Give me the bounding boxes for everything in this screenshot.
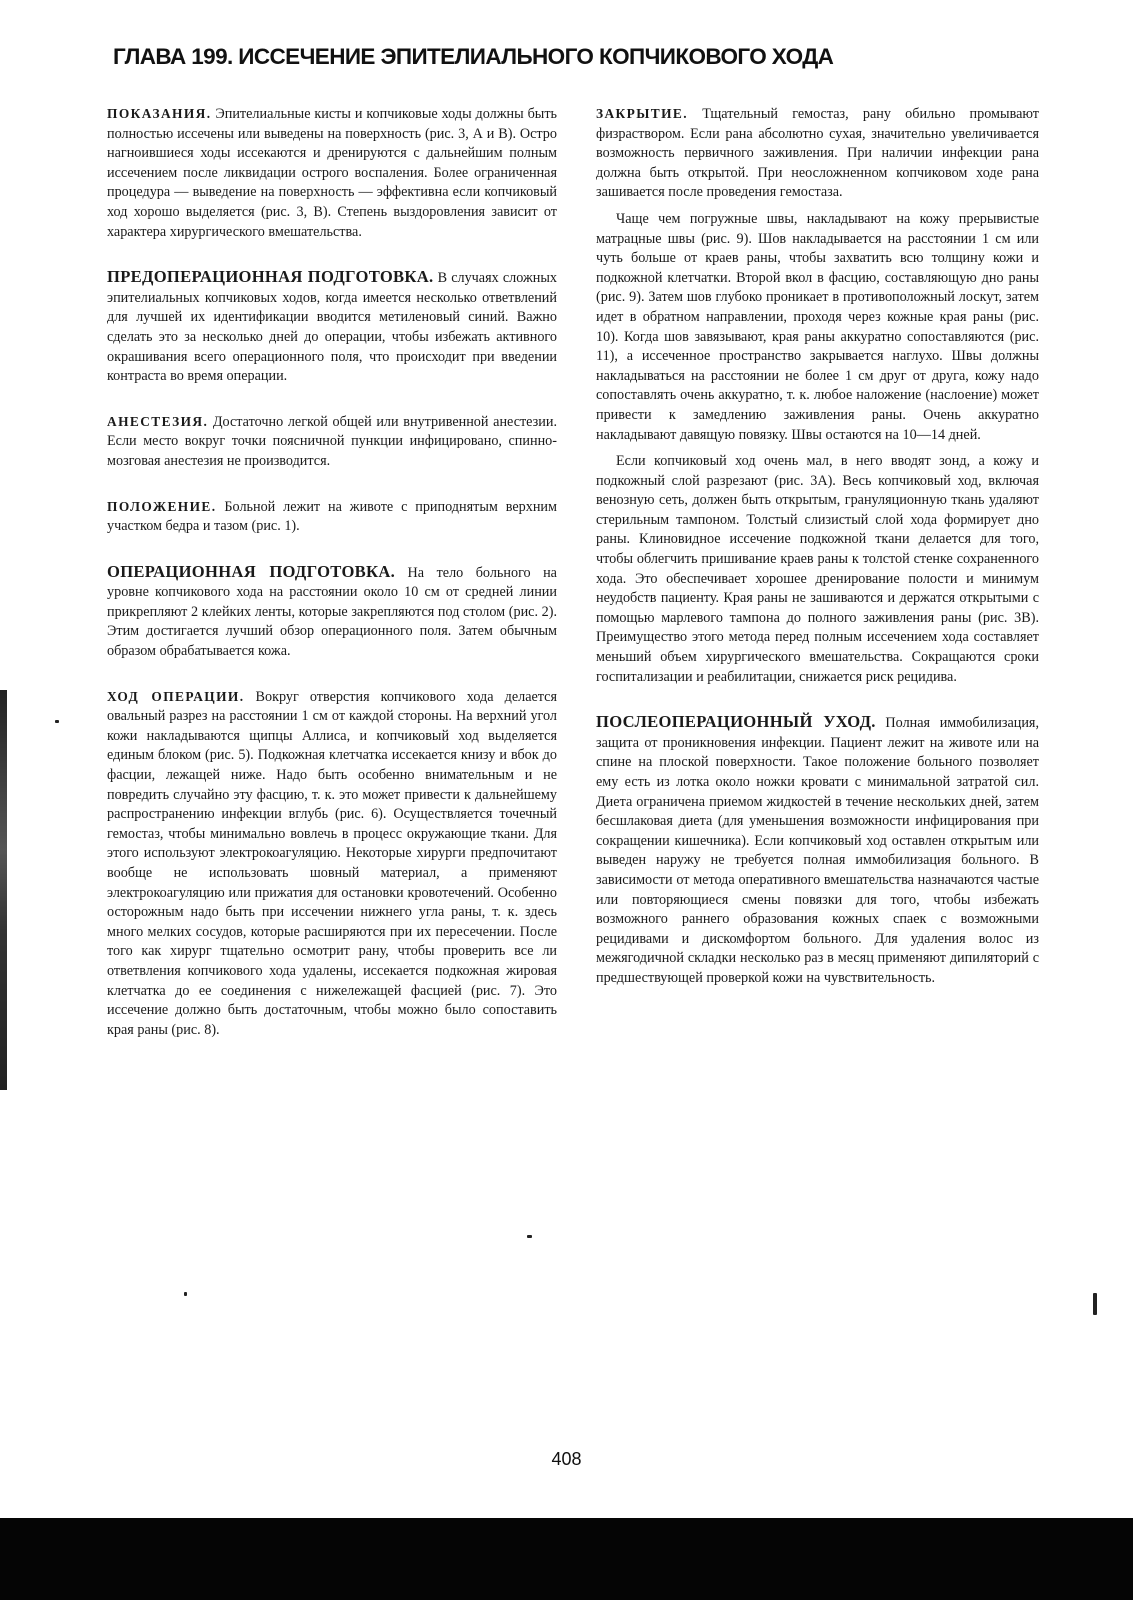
section-text: Эпителиальные кисты и копчиковые ходы должны быть полностью иссечены или выведены на поверхность (рис. 3, А и В). Остро нагноившиеся ходы иссекаются и дренируются с дальнейшим полным иссечением после ликвидации острого воспаления. Более ограниченная процедура — выведение на поверхность — эффективна если копчиковый ход хорошо выделяется (рис. 3, В). Степень выздоровления зависит от характера хирургического вмешательства. [107, 106, 557, 240]
section-heading: ПОКАЗАНИЯ. [107, 106, 212, 121]
paragraph-small-sinus: Если копчиковый ход очень мал, в него вводят зонд, а кожу и подкожный слой разрезают (рис. 3А). Весь копчиковый ход, включая венозную сеть, должен быть открытым, грануляционную ткань удаляют стерильным тампоном. Толстый слизистый слой хода формирует дно раны. Клиновидное иссечение подкожной ткани делается для того, чтобы облегчить пришивание краев раны к толстой стенке сохраненного хода. Это обеспечивает хорошее дренирование полости и минимум неудобств пациенту. Края раны не зашиваются и держатся открытыми с помощью марлевого тампона до полного заживления раны (рис. 3В). Преимущество этого метода перед полным иссечением хода составляет меньший объем хирургического вмешательства. Сокращаются сроки госпитализации и реабилитации, снижается риск рецидива. [596, 453, 1039, 685]
section-closure [596, 104, 1039, 203]
section-heading: ПОЛОЖЕНИЕ. [107, 498, 217, 514]
scan-speck [55, 720, 59, 723]
section-postop [596, 712, 1039, 988]
section-indications [107, 104, 557, 242]
page-number: 408 [551, 1449, 582, 1469]
section-op-prep [107, 562, 557, 662]
right-column [596, 104, 1039, 1002]
scan-speck [527, 1235, 532, 1238]
section-text: Полная иммобилизация, защита от проникновения инфекции. Пациент лежит на животе или на спине на плоской поверхности. Такое положение больного позволяет ему есть из лотка около ножки кровати с минимальной затратой сил. Диета ограничена приемом жидкостей в течение нескольких дней, затем бесшлаковая диета (для уменьшения возможности инфицирования при сокращении кишечника). Если копчиковый ход оставлен открытым или выведен наружу не требуется полная иммобилизация больного. В зависимости от метода оперативного вмешательства назначаются частые или повторяющиеся смены повязки для того, чтобы избежать возможного раннего образования кожных спаек с возможными рецидивами и дискомфортом больного. Для удаления волос из межягодичной складки несколько раз в месяц применяют дипиляторий с предшествующей проверкой кожи на чувствительность. [596, 715, 1040, 986]
section-text: Больной лежит на животе с приподнятым верхним участком бедра и тазом (рис. 1). [107, 498, 557, 535]
section-heading: ЗАКРЫТИЕ. [596, 106, 689, 121]
page-title: ГЛАВА 199. ИССЕЧЕНИЕ ЭПИТЕЛИАЛЬНОГО КОПЧИКОВОГО ХОДА [113, 44, 834, 69]
section-heading: АНЕСТЕЗИЯ. [107, 413, 209, 429]
section-position [107, 497, 557, 537]
section-heading: ХОД ОПЕРАЦИИ. [107, 688, 245, 704]
section-heading: ПОСЛЕОПЕРАЦИОННЫЙ УХОД. [596, 712, 876, 732]
scan-bottom-band [0, 1518, 1133, 1600]
section-anesthesia [107, 412, 557, 472]
section-text: Тщательный гемостаз, рану обильно промывают физраствором. Если рана абсолютно сухая, значительно увеличивается возможность первичного заживления. При наличии инфекции рана должна быть открытой. При неосложненном копчиковом ходе рана зашивается после проведения гемостаза. [596, 106, 1039, 201]
scan-speck [184, 1292, 187, 1296]
section-heading: ОПЕРАЦИОННАЯ ПОДГОТОВКА. [107, 561, 396, 581]
paragraph-sutures: Чаще чем погружные швы, накладывают на кожу прерывистые матрацные швы (рис. 9). Шов накладывается на расстоянии 1 см или чуть больше от краев раны, чтобы захватить всю толщину кожи и подкожной клетчатки. Второй вкол в фасцию, составляющую дно раны (рис. 9). Затем шов глубоко проникает в противоположный лоскут, затем идет в обратном направлении, проходя через кожные края раны (рис. 10). Когда шов завязывают, края раны аккуратно сопоставляются (рис. 11), а иссеченное пространство закрывается наглухо. Швы должны накладываться на расстоянии не более 1 см друг от друга, кожу надо сопоставлять очень аккуратно, т. к. любое наложение (наслоение) может привести к замедлению заживления раны. Очень аккуратно накладывают давящую повязку. Швы остаются на 10—14 дней. [596, 210, 1039, 443]
section-text: Вокруг отверстия копчикового хода делается овальный разрез на расстоянии 1 см от каждой стороны. На верхний угол кожи накладываются щипцы Аллиса, и копчиковый ход выделяется единым блоком (рис. 5). Подкожная клетчатка иссекается книзу и вбок до фасции, лежащей ниже. Надо быть особенно внимательным и не повредить случайно эту фасцию, т. к. это может привести к дальнейшему распространению инфекции вглубь (рис. 6). Осуществляется точечный гемостаз, чтобы минимально вовлечь в процесс окружающие ткани. Для этого используют электрокоагуляцию. Некоторые хирурги предпочитают вообще не использовать шовный материал, а применяют электрокоагуляцию или прижатия для остановки кровотечений. Особенно осторожным надо быть при иссечении нижнего угла раны, т. к. здесь много мелких сосудов, которые расширяются при их пересечении. После того как хирург тщательно осмотрит рану, чтобы проверить все ли ответвления копчикового хода удалены, иссекается подкожная жировая клетчатка до ее соединения с нижележащей фасцией (рис. 7). Это иссечение должно быть достаточным, чтобы можно было сопоставить края раны (рис. 8). [107, 688, 557, 1038]
section-text: Достаточно легкой общей или внутривенной анестезии. Если место вокруг точки поясничной пункции инфицировано, спинно-мозговая анестезия не производится. [107, 413, 557, 469]
section-preop [107, 267, 557, 387]
left-column [107, 104, 557, 1053]
section-procedure [107, 687, 557, 1041]
scan-speck [1093, 1293, 1097, 1315]
section-text: На тело больного на уровне копчикового хода на расстоянии около 10 см от средней линии прикрепляют 2 клейких ленты, которые закрепляются под столом (рис. 2). Этим достигается лучший обзор операционного поля. Затем обычным образом обрабатывается кожа. [107, 564, 557, 660]
scan-edge-mark [0, 690, 7, 1090]
section-heading: ПРЕДОПЕРАЦИОННАЯ ПОДГОТОВКА. [107, 267, 434, 287]
section-text: В случаях сложных эпителиальных копчиковых ходов, когда имеется несколько ответвлений для лучшей их идентификации вводится метиленовый синий. Важно сделать это за несколько дней до операции, чтобы избежать активного окрашивания всего операционного поля, что происходит при введении контраста во время операции. [107, 270, 557, 385]
